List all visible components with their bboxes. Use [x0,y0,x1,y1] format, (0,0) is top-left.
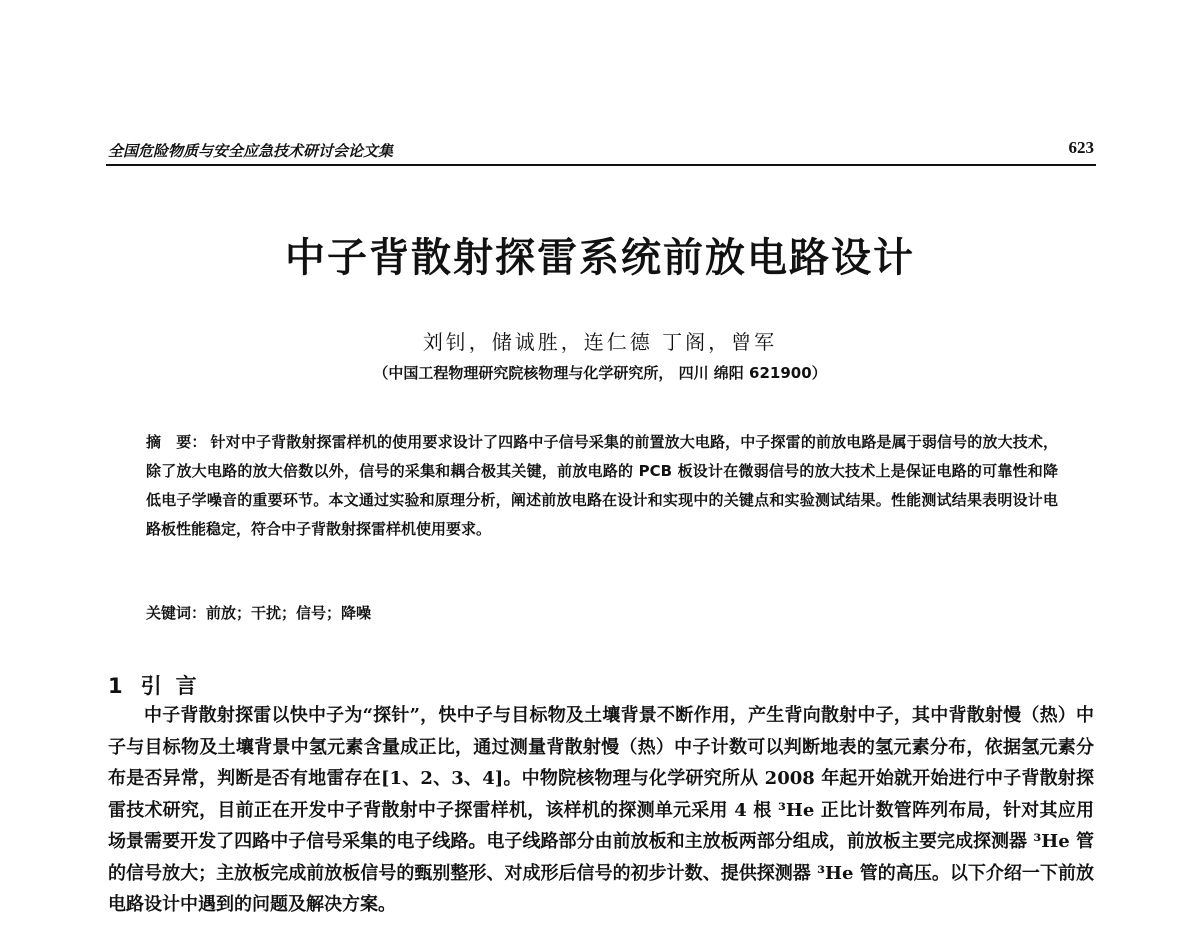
body-paragraph: 中子背散射探雷以快中子为“探针”，快中子与目标物及土壤背景不断作用，产生背向散射中子，其中背散射慢（热）中子与目标物及土壤背景中氢元素含量成正比，通过测量背散射慢（热）中子计数可以判断地表的氢元素分布，依据氢元素分布是否异常，判断是否有地雷存在[1、2、3、4]。中物院核物理与化学研究所从 2008 年起开始就开始进行中子背散射探雷技术研究，目前正在开发中子背散射中子探雷样机，该样机的探测单元采用 4 根 ³He 正比计数管阵列布局，针对其应用场景需要开发了四路中子信号采集的电子线路。电子线路部分由前放板和主放板两部分组成，前放板主要完成探测器 ³He 管的信号放大；主放板完成前放板信号的甄别整形、对成形后信号的初步计数、提供探测器 ³He 管的高压。以下介绍一下前放电路设计中遇到的问题及解决方案。 [108,705,1094,915]
abstract-label: 摘 要： [146,433,207,451]
proceedings-title: 全国危险物质与安全应急技术研讨会论文集 [108,142,394,160]
author-list: 刘钊，储诚胜，连仁德 丁阁，曾军 [422,330,778,354]
page-number: 623 [1068,138,1094,157]
running-header [106,134,1096,166]
affiliation: （中国工程物理研究院核物理与化学研究所， 四川 绵阳 621900） [373,364,827,382]
abstract [146,428,1058,544]
section-heading [108,670,211,700]
section-title: 引言 [140,674,211,698]
keywords [146,602,1058,623]
keywords-text: 前放；干扰；信号；降噪 [206,604,372,622]
keywords-label: 关键词： [146,604,207,622]
paper-title: 中子背散射探雷系统前放电路设计 [285,235,915,281]
section-number: 1 [108,674,123,698]
abstract-text: 针对中子背散射探雷样机的使用要求设计了四路中子信号采集的前置放大电路，中子探雷的前放电路是属于弱信号的放大技术，除了放大电路的放大倍数以外，信号的采集和耦合极其关键，前放电路的 PCB 板设计在微弱信号的放大技术上是保证电路的可靠性和降低电子学噪音的重要环节。本文通过实验和原理分析，阐述前放电路在设计和实现中的关键点和实验测试结果。性能测试结果表明设计电路板性能稳定，符合中子背散射探雷样机使用要求。 [146,433,1058,538]
